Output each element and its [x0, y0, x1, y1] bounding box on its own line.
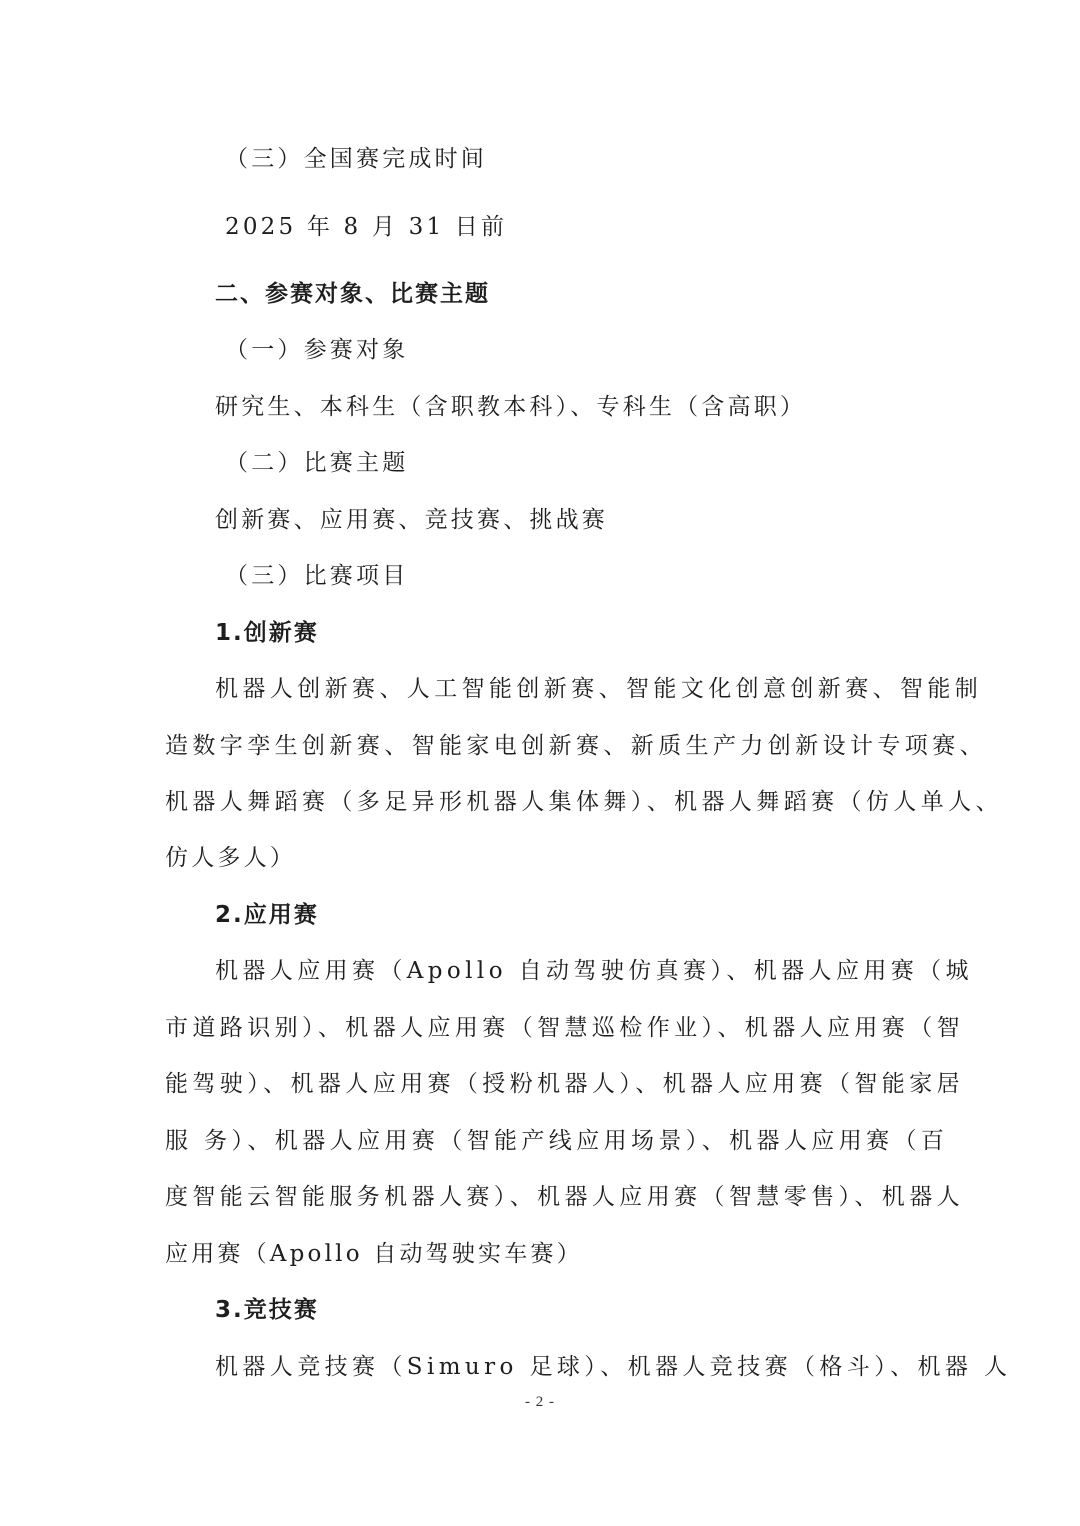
subheading-themes: （二）比赛主题 — [225, 450, 409, 476]
application-line-3: 能驾驶）、机器人应用赛（授粉机器人）、机器人应用赛（智能家居 — [165, 1071, 964, 1097]
innovation-line-1: 机器人创新赛、人工智能创新赛、智能文化创意创新赛、智能制 — [215, 676, 983, 702]
section-heading-completion-time: （三）全国赛完成时间 — [225, 146, 487, 172]
application-line-2: 市道路识别）、机器人应用赛（智慧巡检作业）、机器人应用赛（智 — [165, 1015, 964, 1041]
innovation-line-3: 机器人舞蹈赛（多足异形机器人集体舞）、机器人舞蹈赛（仿人单人、 — [165, 789, 1003, 815]
subheading-participants: （一）参赛对象 — [225, 337, 409, 363]
heading-competitive: 3.竞技赛 — [215, 1297, 319, 1323]
application-line-1: 机器人应用赛（Apollo 自动驾驶仿真赛）、机器人应用赛（城 — [215, 958, 973, 984]
innovation-line-2: 造数字孪生创新赛、智能家电创新赛、新质生产力创新设计专项赛、 — [165, 733, 987, 759]
competitive-line-1: 机器人竞技赛（Simuro 足球）、机器人竞技赛（格斗）、机器 人 — [215, 1354, 1012, 1380]
page-number: - 2 - — [525, 1394, 555, 1410]
subheading-projects: （三）比赛项目 — [225, 563, 409, 589]
application-line-5: 度智能云智能服务机器人赛）、机器人应用赛（智慧零售）、机器人 — [165, 1184, 964, 1210]
application-line-6: 应用赛（Apollo 自动驾驶实车赛） — [165, 1241, 583, 1267]
participants-text: 研究生、本科生（含职教本科）、专科生（含高职） — [215, 394, 807, 420]
completion-date: 2025 年 8 月 31 日前 — [225, 214, 508, 240]
innovation-line-4: 仿人多人） — [165, 845, 296, 871]
application-line-4: 服 务）、机器人应用赛（智能产线应用场景）、机器人应用赛（百 — [165, 1128, 949, 1154]
heading-application: 2.应用赛 — [215, 902, 319, 928]
heading-innovation: 1.创新赛 — [215, 620, 319, 646]
themes-text: 创新赛、应用赛、竞技赛、挑战赛 — [215, 507, 608, 533]
section-heading-participants-themes: 二、参赛对象、比赛主题 — [215, 281, 490, 307]
